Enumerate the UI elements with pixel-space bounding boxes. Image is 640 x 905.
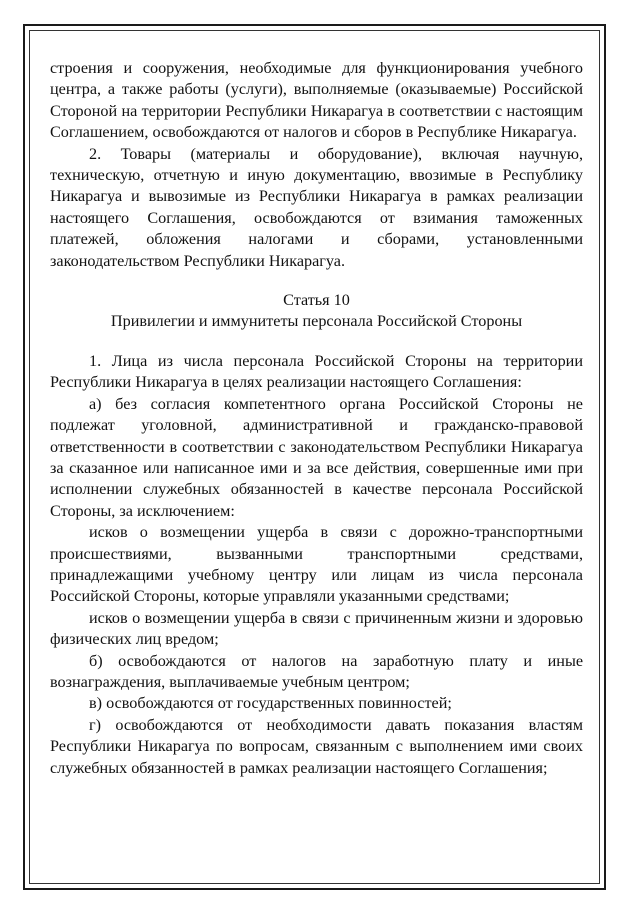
paragraph-buildings-exemption: строения и сооружения, необходимые для функционирования учебного центра, а также работы (услуги), выполняемые (оказываемые) Российской Стороной на территории Республики Никарагуа в соответствии с настоящим Соглашением, освобождаются от налогов и сборов в Республике Никарагуа. (50, 59, 583, 142)
paragraph-goods-exemption: 2. Товары (материалы и оборудование), включая научную, техническую, отчетную и иную документацию, ввозимые в Республику Никарагуа и вывозимые из Республики Никарагуа в рамках реализации настоящего Соглашения, освобождаются от взимания таможенных платежей, обложения налогами и сборами, установленными законодательством Республики Никарагуа. (50, 144, 583, 270)
paragraph-item-a: а) без согласия компетентного органа Российской Стороны не подлежат уголовной, административной и гражданско-правовой ответственности в соответствии с законодательством Республики Никарагуа за сказанное или написанное ими и за все действия, совершенные ими при исполнении служебных обязанностей в качестве персонала Российской Стороны, за исключением: (50, 394, 583, 520)
paragraph-item-g: г) освобождаются от необходимости давать показания властям Республики Никарагуа по вопросам, связанным с выполнением ими своих служебных обязанностей в рамках реализации настоящего Соглашения; (50, 715, 583, 777)
article-title: Привилегии и иммунитеты персонала Российской Стороны (110, 312, 523, 331)
paragraph-exception-harm: исков о возмещении ущерба в связи с причиненным жизни и здоровью физических лиц вредом; (50, 608, 583, 649)
paragraph-personnel-intro: 1. Лица из числа персонала Российской Стороны на территории Республики Никарагуа в целях реализации настоящего Соглашения: (50, 351, 583, 392)
paragraph-item-b: б) освобождаются от налогов на заработную плату и иные вознаграждения, выплачиваемые учебным центром; (50, 651, 583, 691)
article-number: Статья 10 (283, 291, 350, 310)
article-heading (50, 290, 583, 333)
paragraph-exception-traffic: исков о возмещении ущерба в связи с дорожно-транспортными происшествиями, вызванными транспортными средствами, принадлежащими учебному центру или лицам из числа персонала Российской Стороны, которые управляли указанными средствами; (50, 523, 583, 606)
document-body (50, 58, 583, 779)
paragraph-item-v: в) освобождаются от государственных повинностей; (89, 694, 452, 713)
